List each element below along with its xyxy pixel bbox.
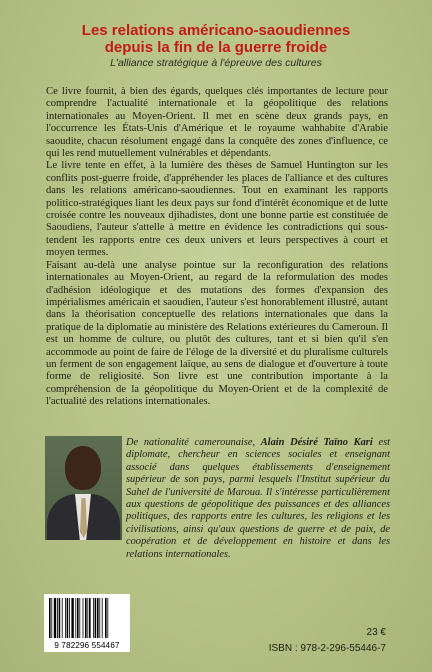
barcode-bar [107, 598, 108, 638]
barcode-bar [85, 598, 87, 638]
author-bio [126, 437, 390, 561]
author-name: Alain Désiré Taïno Kari [260, 437, 373, 448]
barcode-bar [62, 598, 63, 638]
barcode-digits: 9 782296 554467 [54, 641, 120, 650]
barcode-bar [65, 598, 66, 638]
barcode-bar [69, 598, 70, 638]
blurb-paragraph-1: Ce livre fournit, à bien des égards, quelques clés importantes de lecture pour comprendre l'actualité internationale et la géopolitique des relations internationales au Moyen-Orient. Il met en scène deux grands pays, en l'occurrence les États-Unis d'Amérique et le royaume wahhabite d'Arabie saoudite, chacun résolument engagé dans la conquête des zones d'influence, ce qui les rend mutuellement vulnérables et dépendants. [46, 86, 388, 160]
blurb-paragraph-2: Le livre tente en effet, à la lumière des thèses de Samuel Huntington sur les conflits post-guerre froide, d'appréhender les places de l'alliance et des cultures dans les relations américano-saoudiennes. Tout en examinant les rapports politico-stratégiques liant les deux pays sur fond d'intérêt économique et de lutte croisée contre les nouveaux djihadistes, dont une bonne partie est constituée de Saoudiens, l'auteur s'attelle à mettre en évidence les contradictions qui sous-tendent les rapports entre ces deux univers et leurs perspectives à court et moyen termes. [46, 160, 388, 259]
barcode-bar [102, 598, 103, 638]
barcode-bar [54, 598, 56, 638]
barcode-bar [95, 598, 97, 638]
barcode-bar [87, 598, 88, 638]
barcode-bar [49, 598, 51, 638]
isbn-barcode [44, 594, 130, 652]
barcode-bar [75, 598, 76, 638]
book-subtitle: L'alliance stratégique à l'épreuve des cultures [110, 57, 322, 69]
barcode-bar [97, 598, 99, 638]
title-line-2: depuis la fin de la guerre froide [104, 39, 328, 56]
barcode-bar [89, 598, 91, 638]
title-line-1: Les relations américano-saoudiennes [81, 22, 351, 39]
barcode-bar [67, 598, 69, 638]
price-label: 23 € [366, 627, 386, 638]
barcode-bar [79, 598, 80, 638]
barcode-bar [51, 598, 52, 638]
author-bio-body: est diplomate, chercheur en sciences sociales et enseignant associé dans quelques établissements d'enseignement supérieur de son pays, parmi lesquels l'Institut supérieur du Sahel de l'université de Maroua. Il s'intéresse particulièrement aux questions de géopolitique des puissances et des alliances politiques, des rapports entre les cultures, les religions et les civilisations, ainsi qu'aux questions de guerre et de paix, de coopération et de développement en histoire et dans les relations internationales. [126, 437, 390, 560]
barcode-bar [77, 598, 79, 638]
isbn-label: ISBN : 978-2-296-55446-7 [268, 643, 386, 654]
barcode-bar [71, 598, 73, 638]
blurb-text [46, 86, 388, 409]
book-title [40, 22, 392, 56]
barcode-bar [99, 598, 100, 638]
barcode-bar [83, 598, 84, 638]
author-photo [45, 436, 122, 540]
barcode-bar [105, 598, 107, 638]
blurb-paragraph-3: Faisant au-delà une analyse pointue sur la reconfiguration des relations internationales au Moyen-Orient, au regard de la reformulation des modes d'adhésion idéologique et des mutations des formes d'expansion des impérialismes américain et saoudien, l'auteur s'est honorablement illustré, autant dans la théorisation conceptuelle des relations internationales que dans la pratique de la diplomatie au ministère des Relations extérieures du Cameroun. Il est un homme de culture, ou plutôt des cultures, tant et si bien qu'il s'en accommode au point de faire de l'éloge de la diversité et du pluralisme culturels un ferment de son engagement laïque, au sens de dialogue et d'ouverture à toute forme de religiosité. Son livre est une contribution importante à la compréhension de la géopolitique du Moyen-Orient et de la complexité de l'actualité des relations internationales. [46, 259, 388, 408]
author-photo-head [65, 446, 101, 490]
barcode-bar [57, 598, 58, 638]
barcode-bar [93, 598, 94, 638]
barcode-bar [59, 598, 61, 638]
barcode-bars [49, 598, 125, 638]
author-bio-intro: De nationalité camerounaise, [126, 437, 261, 448]
